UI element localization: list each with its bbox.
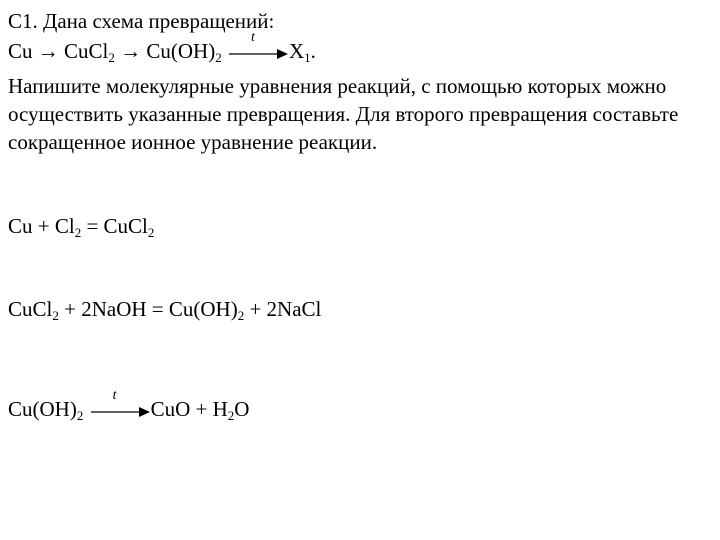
scheme-sub-3: 1: [304, 50, 311, 65]
eq1-part-b: = CuCl: [81, 214, 148, 238]
eq3-sub-b: 2: [227, 408, 235, 423]
eq2-sub-a: 2: [52, 308, 59, 323]
scheme-part-3: X: [288, 39, 305, 63]
heating-label: t: [112, 388, 117, 403]
equation-3: [8, 388, 250, 423]
scheme-part-2: → Cu(OH): [114, 39, 216, 63]
arrow-right-icon: [89, 396, 151, 422]
equation-1: [8, 213, 154, 239]
instructions-paragraph: Напишите молекулярные уравнения реакций, с помощью которых можно осуществить указанные превращения. Для второго превращения составьте сокращенное ионное уравнение реакции.: [8, 74, 679, 154]
scheme-sub-2: 2: [215, 50, 222, 65]
eq2-part-c: + 2NaCl: [244, 297, 322, 321]
heating-arrow: [89, 388, 151, 422]
eq2-sub-b: 2: [237, 308, 245, 323]
eq2-part-b: + 2NaOH = Cu(OH): [58, 297, 238, 321]
equation-2: [8, 296, 321, 322]
eq3-part-a: Cu(OH): [8, 397, 77, 421]
task-heading-text: C1. Дана схема превращений:: [8, 9, 275, 33]
eq3-sub-a: 2: [76, 408, 84, 423]
scheme-sub-1: 2: [108, 50, 115, 65]
eq3-part-b: CuO + H: [150, 397, 228, 421]
transformation-scheme: [8, 30, 316, 65]
heating-label: t: [250, 30, 255, 45]
eq1-part-a: Cu + Cl: [8, 214, 75, 238]
scheme-part-1: Cu → CuCl: [8, 39, 109, 63]
eq3-part-c: O: [234, 397, 250, 421]
arrow-right-icon: [227, 38, 289, 64]
scheme-end: .: [310, 39, 316, 63]
eq2-part-a: CuCl: [8, 297, 53, 321]
eq1-sub-b: 2: [147, 225, 155, 240]
eq1-sub-a: 2: [74, 225, 82, 240]
task-heading: [8, 8, 274, 34]
heating-arrow: [227, 30, 289, 64]
